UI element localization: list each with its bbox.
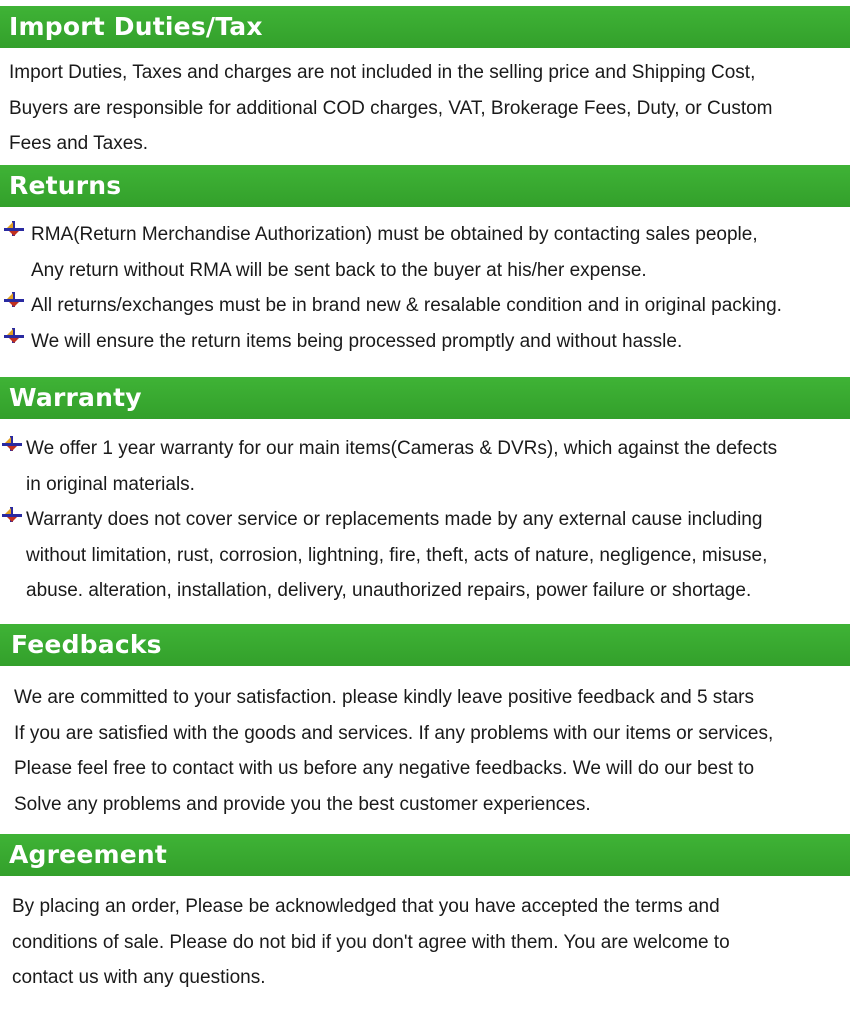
text-line: Please feel free to contact with us before any negative feedbacks. We will do our best to xyxy=(14,758,755,779)
section-title: Feedbacks xyxy=(11,630,162,659)
agreement-text xyxy=(12,889,730,996)
text-line: without limitation, rust, corrosion, lightning, fire, theft, acts of nature, negligence, misuse, xyxy=(26,544,768,566)
list-item xyxy=(0,502,850,609)
plus-arrow-icon xyxy=(3,327,25,351)
text-line: abuse. alteration, installation, delivery, unauthorized repairs, power failure or shortage. xyxy=(26,580,752,601)
text-line: Warranty does not cover service or replacements made by any external cause including xyxy=(26,509,763,530)
text-line: contact us with any questions. xyxy=(12,967,266,988)
section-header-warranty xyxy=(0,377,850,419)
section-title: Agreement xyxy=(9,840,168,869)
section-title: Import Duties/Tax xyxy=(9,12,263,41)
text-line: in original materials. xyxy=(26,473,195,495)
section-header-agreement xyxy=(0,834,850,876)
text-line: Any return without RMA will be sent back to the buyer at his/her expense. xyxy=(31,259,647,281)
text-line: Fees and Taxes. xyxy=(9,133,149,154)
section-header-feedbacks xyxy=(0,624,850,666)
plus-arrow-icon xyxy=(1,435,23,459)
text-line: Buyers are responsible for additional COD charges, VAT, Brokerage Fees, Duty, or Custom xyxy=(9,97,773,119)
section-header-returns xyxy=(0,165,850,207)
plus-arrow-icon xyxy=(3,291,25,315)
import-duties-text xyxy=(9,55,773,162)
text-line: We are committed to your satisfaction. please kindly leave positive feedback and 5 stars xyxy=(14,687,754,708)
plus-arrow-icon xyxy=(1,506,23,530)
list-item xyxy=(0,217,850,288)
text-line: By placing an order, Please be acknowledged that you have accepted the terms and xyxy=(12,896,720,917)
section-title: Warranty xyxy=(9,383,142,412)
text-line: Solve any problems and provide you the best customer experiences. xyxy=(14,793,591,815)
list-item xyxy=(0,288,850,324)
plus-arrow-icon xyxy=(3,220,25,244)
text-line: We will ensure the return items being processed promptly and without hassle. xyxy=(31,331,683,352)
text-line: If you are satisfied with the goods and services. If any problems with our items or services, xyxy=(14,722,774,744)
section-title: Returns xyxy=(9,171,122,200)
section-header-import-duties xyxy=(0,6,850,48)
text-line: We offer 1 year warranty for our main items(Cameras & DVRs), which against the defects xyxy=(26,438,778,459)
text-line: conditions of sale. Please do not bid if you don't agree with them. You are welcome to xyxy=(12,931,730,953)
text-line: All returns/exchanges must be in brand new & resalable condition and in original packing. xyxy=(31,295,782,316)
text-line: RMA(Return Merchandise Authorization) must be obtained by contacting sales people, xyxy=(31,224,758,245)
list-item xyxy=(0,324,850,360)
list-item xyxy=(0,431,850,502)
feedbacks-text xyxy=(14,680,773,822)
text-line: Import Duties, Taxes and charges are not included in the selling price and Shipping Cost, xyxy=(9,62,756,83)
